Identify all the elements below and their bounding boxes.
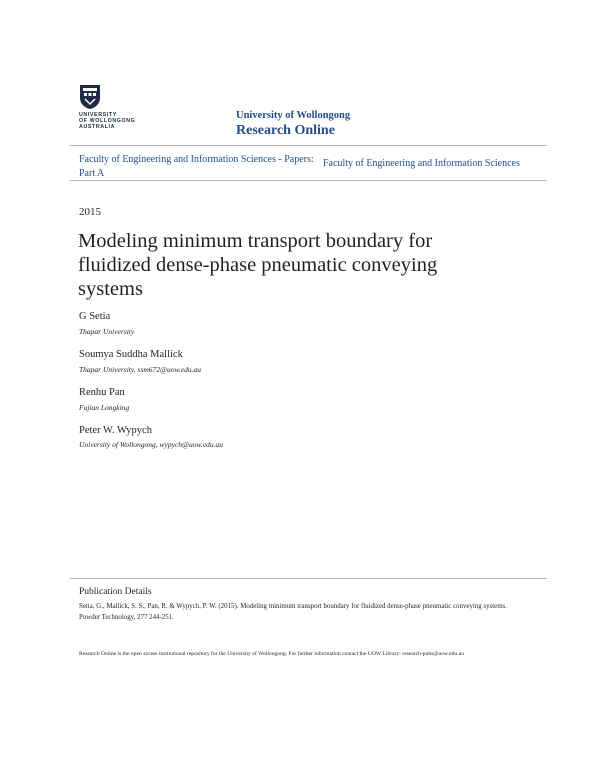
logo-wordmark: UNIVERSITY OF WOLLONGONG AUSTRALIA	[79, 112, 136, 130]
author-affiliation: Fujian Longking	[79, 403, 130, 412]
author-affiliation: Thapar University	[79, 327, 135, 336]
research-online-link[interactable]: Research Online	[236, 123, 335, 138]
paper-title: Modeling minimum transport boundary for fluidized dense-phase pneumatic conveying systems	[78, 230, 438, 300]
author-name: G Setia	[79, 311, 111, 322]
author-affiliation: Thapar University, ssm672@uow.edu.au	[79, 365, 201, 374]
collection-link-papers-part-a[interactable]: Faculty of Engineering and Information Sciences - Papers: Part A	[79, 154, 314, 179]
university-crest-icon	[79, 84, 101, 110]
divider-bottom	[70, 180, 547, 181]
author-name: Soumya Suddha Mallick	[79, 349, 183, 360]
author-affiliation: University of Wollongong, wypych@uow.edu.au	[79, 440, 223, 449]
divider-top	[70, 145, 547, 146]
collection-link-faculty[interactable]: Faculty of Engineering and Information Sciences	[323, 158, 520, 169]
divider-publication	[70, 578, 547, 579]
publication-year: 2015	[79, 206, 101, 218]
publication-details-heading: Publication Details	[79, 587, 152, 597]
repository-footer-note: Research Online is the open access institutional repository for the University of Wollongong. For further information contact the UOW Library: research-pubs@uow.edu.au	[79, 651, 464, 657]
university-link[interactable]: University of Wollongong	[236, 110, 351, 121]
author-name: Peter W. Wypych	[79, 425, 152, 436]
author-name: Renhu Pan	[79, 387, 125, 398]
publication-citation: Setia, G., Mallick, S. S., Pan, R. & Wypych, P. W. (2015). Modeling minimum transport boundary for fluidized dense-phase pneumatic conveying systems. Powder Technology, 277 244-251.	[79, 603, 507, 621]
university-logo	[79, 84, 149, 136]
